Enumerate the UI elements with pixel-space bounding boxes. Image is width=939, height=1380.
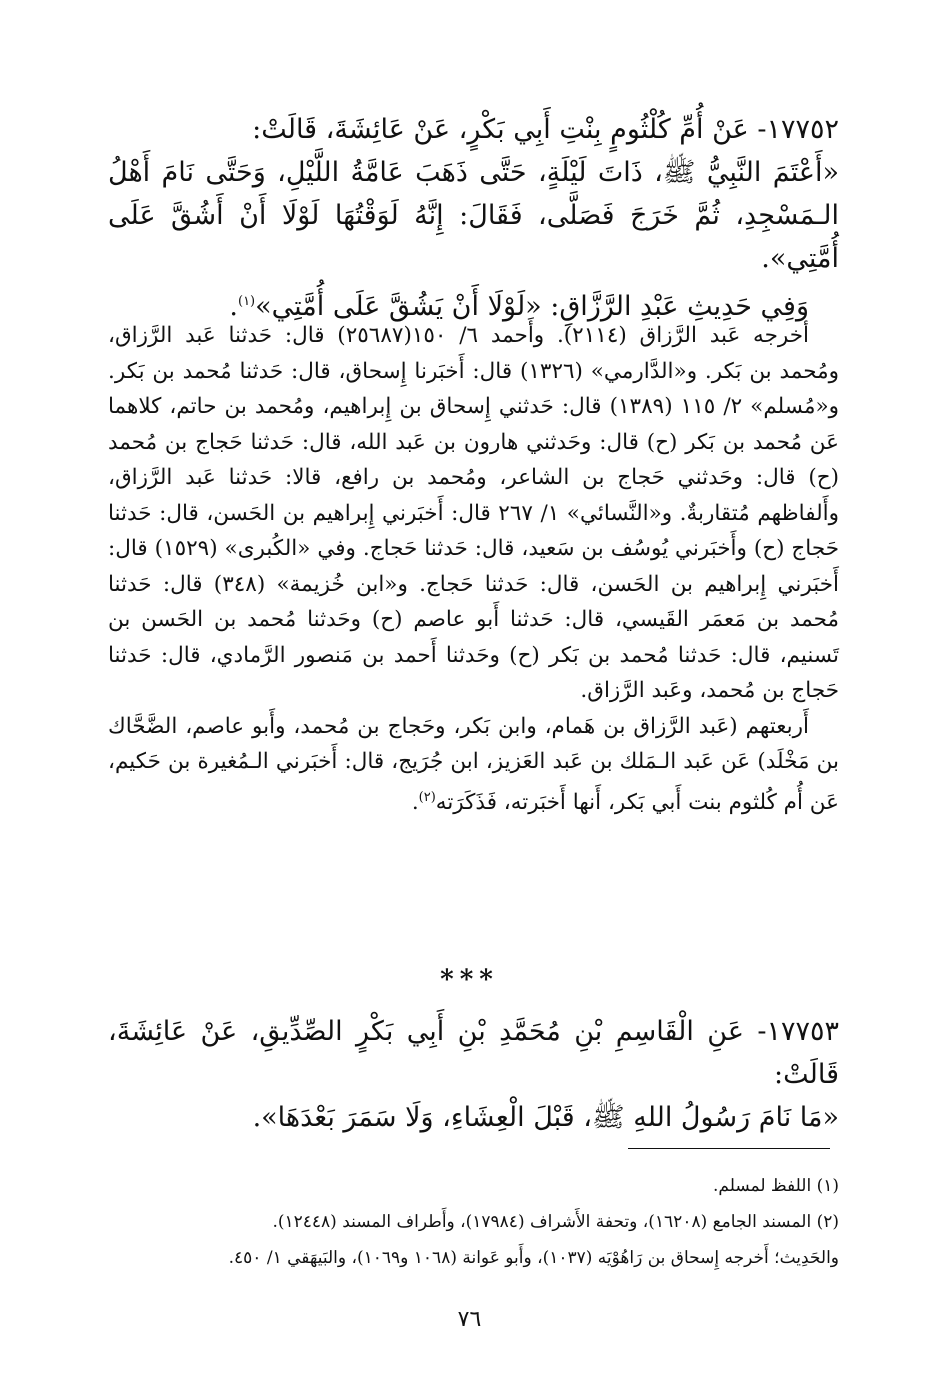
hadith-text: «أَعْتَمَ النَّبِيُّ ﷺ، ذَاتَ لَيْلَةٍ، حَتَّى ذَهَبَ عَامَّةُ اللَّيْلِ، وَحَتَّى نَامَ أَهْلُ الـمَسْجِدِ، ثُمَّ خَرَجَ فَصَلَّى، فَقَالَ: إِنَّهُ لَوَقْتُهَا لَوْلَا أَنْ أَشُقَّ عَلَى أُمَّتِي».	[108, 157, 839, 274]
section-separator: ***	[440, 965, 499, 995]
footnote-ref-1: (١)	[237, 294, 256, 309]
footnote-1: (١) اللفظ لمسلم.	[712, 1176, 839, 1196]
footnote-ref-2: (٢)	[418, 789, 436, 805]
footnote-divider	[628, 1148, 830, 1149]
hadith-17752	[108, 108, 839, 328]
hadith-17753	[108, 1010, 839, 1139]
hadith-heading: ١٧٧٥٢- عَنْ أُمِّ كُلْثُومٍ بِنْتِ أَبِي بَكْرٍ، عَنْ عَائِشَةَ، قَالَتْ:	[252, 114, 839, 145]
footnotes	[108, 1168, 839, 1276]
commentary-paragraph-1: أخرجه عَبد الرَّزاق (٢١١٤). وأَحمد ٦/ ١٥٠(٢٥٦٨٧) قال: حَدثنا عَبد الرَّزاق، ومُحمد بن بَكر. و«الدَّارمي» (١٣٢٦) قال: أَخبَرنا إِسحاق، قال: حَدثنا مُحمد بن بَكر. و«مُسلم» ٢/ ١١٥ (١٣٨٩) قال: حَدثني إِسحاق بن إِبراهيم، ومُحمد بن حاتم، كلاهما عَن مُحمد بن بَكر (ح) قال: وحَدثني هارون بن عَبد الله، قال: حَدثنا حَجاج بن مُحمد (ح) قال: وحَدثني حَجاج بن الشاعر، ومُحمد بن رافع، قالا: حَدثنا عَبد الرَّزاق، وأَلفاظهم مُتقاربةٌ. و«النَّسائي» ١/ ٢٦٧ قال: أَخبَرني إِبراهيم بن الحَسن، قال: حَدثنا حَجاج (ح) وأَخبَرني يُوسُف بن سَعيد، قال: حَدثنا حَجاج. وفي «الكُبرى» (١٥٢٩) قال: أَخبَرني إِبراهيم بن الحَسن، قال: حَدثنا حَجاج. و«ابن خُزيمة» (٣٤٨) قال: حَدثنا مُحمد بن مَعمَر القَيسي، قال: حَدثنا أَبو عاصم (ح) وحَدثنا مُحمد بن الحَسن بن تَسنيم، قال: حَدثنا مُحمد بن بَكر (ح) وحَدثنا أَحمد بن مَنصور الرَّمادي، قال: حَدثنا حَجاج بن مُحمد، وعَبد الرَّزاق.	[108, 323, 840, 703]
commentary-paragraph-2: أَربعتهم (عَبد الرَّزاق بن هَمام، وابن بَكر، وحَجاج بن مُحمد، وأَبو عاصم، الضَّحَّاك بن مَخْلَد) عَن عَبد الـمَلك بن عَبد العَزيز، ابن جُرَيج، قال: أَخبَرني الـمُغيرة بن حَكيم، عَن أُم كُلثوم بنت أَبي بَكر، أَنها أَخبَرته، فَذَكَرَته$^{(٢)}$.	[108, 713, 839, 815]
page-number: ٧٦	[457, 1307, 482, 1332]
commentary-17752	[108, 318, 839, 820]
footnote-2: (٢) المسند الجامع (١٦٢٠٨)، وتحفة الأَشراف (١٧٩٨٤)، وأَطراف المسند (١٢٤٤٨).	[272, 1212, 839, 1232]
hadith-text: «مَا نَامَ رَسُولُ اللهِ ﷺ، قَبْلَ الْعِشَاءِ، وَلَا سَمَرَ بَعْدَهَا».	[252, 1102, 839, 1133]
hadith-heading: ١٧٧٥٣- عَنِ الْقَاسِمِ بْنِ مُحَمَّدِ بْنِ أَبِي بَكْرٍ الصِّدِّيقِ، عَنْ عَائِشَةَ، قَالَتْ:	[108, 1016, 839, 1090]
hadith-variant: وَفِي حَدِيثِ عَبْدِ الرَّزَّاقِ: «لَوْلَا أَنْ يَشُقَّ عَلَى أُمَّتِي»$^{(١)}$.	[229, 291, 809, 322]
footnote-2-continued: والحَدِيث؛ أَخرجه إِسحاق بن رَاهُوْيَه (١٠٣٧)، وأَبو عَوانة (١٠٦٨ و١٠٦٩)، والبَيهَقي ١/ ٤٥٠.	[228, 1248, 839, 1268]
